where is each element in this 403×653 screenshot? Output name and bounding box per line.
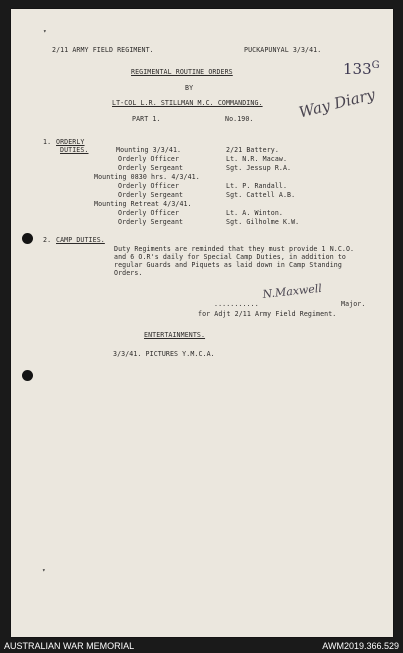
assignee-row-3: Sgt. Jessup R.A. (226, 164, 292, 172)
duty-row-8: Orderly Officer (118, 209, 180, 217)
officer-signature: N.Maxwell (262, 281, 323, 301)
punch-hole-bottom (22, 370, 33, 381)
assignee-row-1: 2/21 Battery. (226, 146, 279, 154)
section2-heading: CAMP DUTIES. (56, 236, 105, 244)
orders-title: REGIMENTAL ROUTINE ORDERS (131, 68, 233, 76)
duty-row-3: Orderly Sergeant (118, 164, 184, 172)
duty-row-5: Orderly Officer (118, 182, 180, 190)
duty-row-6: Orderly Sergeant (118, 191, 184, 199)
section2-number: 2. (43, 236, 52, 244)
signature-title: for Adjt 2/11 Army Field Regiment. (198, 310, 337, 318)
commander-line: LT-COL L.R. STILLMAN M.C. COMMANDING. (112, 99, 263, 107)
section1-heading-line1: ORDERLY (56, 138, 85, 146)
unit-name: 2/11 ARMY FIELD REGIMENT. (52, 46, 154, 54)
section2-line-4: Orders. (114, 269, 143, 277)
duty-row-1: Mounting 3/3/41. (116, 146, 182, 154)
assignee-row-2: Lt. N.R. Macaw. (226, 155, 288, 163)
assignee-row-6: Sgt. Cattell A.B. (226, 191, 296, 199)
handwritten-annotation: Way Diary (297, 85, 377, 122)
footer-institution: AUSTRALIAN WAR MEMORIAL (4, 641, 135, 651)
section1-number: 1. (43, 138, 52, 146)
duty-row-7: Mounting Retreat 4/3/41. (94, 200, 192, 208)
section2-line-3: regular Guards and Piquets as laid down in Camp Standing (114, 261, 342, 269)
duty-row-9: Orderly Sergeant (118, 218, 184, 226)
section2-line-2: and 6 O.R's daily for Special Camp Duties, in addition to (114, 253, 346, 261)
orders-by: BY (185, 84, 194, 92)
part-label: PART 1. (132, 115, 161, 123)
duty-row-2: Orderly Officer (118, 155, 180, 163)
assignee-row-9: Sgt. Gilholme K.W. (226, 218, 300, 226)
footer-accession-number: AWM2019.366.529 (322, 641, 399, 651)
tick-mark-bottom: ▾ (42, 567, 46, 574)
section2-line-1: Duty Regiments are reminded that they must provide 1 N.C.O. (114, 245, 355, 253)
section1-heading-line2: DUTIES. (60, 146, 89, 154)
signature-rank: Major. (341, 300, 366, 308)
signature-dots: ........... (214, 300, 259, 308)
duty-row-4: Mounting 0830 hrs. 4/3/41. (94, 173, 200, 181)
order-number: No.190. (225, 115, 254, 123)
folio-number: $133^G$ (343, 60, 380, 78)
place-date: PUCKAPUNYAL 3/3/41. (244, 46, 322, 54)
assignee-row-8: Lt. A. Winton. (226, 209, 283, 217)
entertainments-entry: 3/3/41. PICTURES Y.M.C.A. (113, 350, 215, 358)
entertainments-heading: ENTERTAINMENTS. (144, 331, 206, 339)
tick-mark-top: ▾ (43, 28, 47, 35)
punch-hole-top (22, 233, 33, 244)
assignee-row-5: Lt. P. Randall. (226, 182, 288, 190)
